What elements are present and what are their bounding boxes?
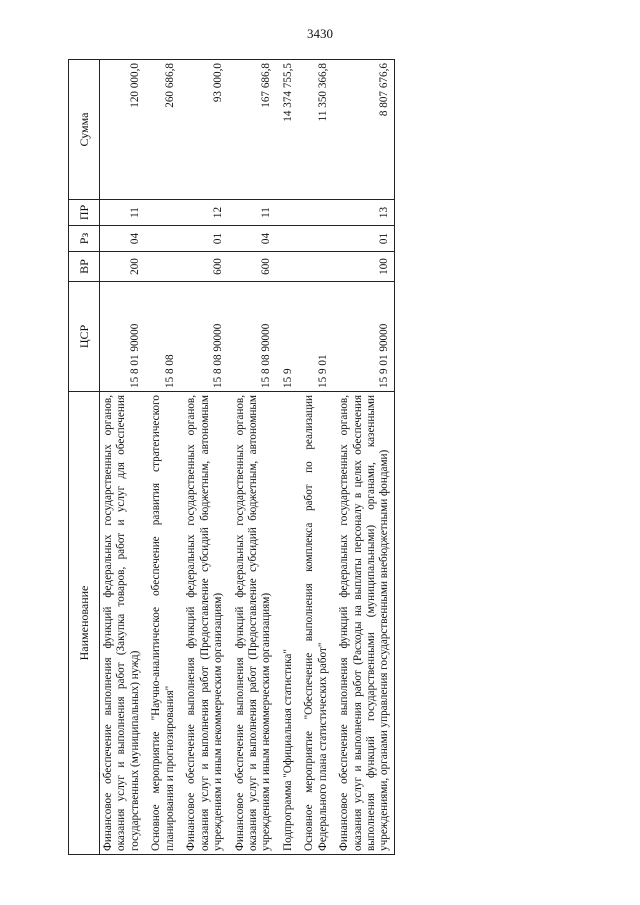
- row-csr: 15 8 08: [144, 282, 179, 392]
- row-csr: 15 9: [276, 282, 297, 392]
- row-pr: [276, 200, 297, 226]
- row-vr: 600: [228, 252, 276, 282]
- row-sum: 11 350 366,8: [297, 60, 332, 200]
- row-rz: 01: [179, 226, 227, 252]
- row-pr: [297, 200, 332, 226]
- row-rz: [297, 226, 332, 252]
- row-sum: 260 686,8: [144, 60, 179, 200]
- table-row: [100, 60, 145, 855]
- row-csr: 15 9 01: [297, 282, 332, 392]
- row-rz: [276, 226, 297, 252]
- row-name: Финансовое обеспечение выполнения функций федеральных государственных органов, оказания услуг и выполнения работ (Предоставление субсидий бюджетным, автономным учреждениям и иным некоммерческим организациям): [179, 392, 227, 855]
- row-pr: 11: [228, 200, 276, 226]
- table-row: [297, 60, 332, 855]
- row-name: Финансовое обеспечение выполнения функций федеральных государственных органов, оказания услуг и выполнения работ (Закупка товаров, работ и услуг для обеспечения государственных (муниципальных) нужд): [100, 392, 145, 855]
- table-row: [332, 60, 394, 855]
- row-sum: 93 000,0: [179, 60, 227, 200]
- row-sum: 8 807 676,6: [332, 60, 394, 200]
- row-rz: 01: [332, 226, 394, 252]
- row-rz: 04: [228, 226, 276, 252]
- row-name: Подпрограмма "Официальная статистика": [276, 392, 297, 855]
- table-header-row: [69, 60, 100, 855]
- row-sum: 14 374 755,5: [276, 60, 297, 200]
- header-sum: Сумма: [69, 60, 100, 200]
- row-csr: 15 8 08 90000: [179, 282, 227, 392]
- row-rz: [144, 226, 179, 252]
- table-row: [228, 60, 276, 855]
- row-csr: 15 8 01 90000: [100, 282, 145, 392]
- row-pr: 11: [100, 200, 145, 226]
- row-vr: [276, 252, 297, 282]
- rotated-table-container: [68, 60, 593, 855]
- row-name: Финансовое обеспечение выполнения функций федеральных государственных органов, оказания услуг и выполнения работ (Предоставление субсидий бюджетным, автономным учреждениям и иным некоммерческим организациям): [228, 392, 276, 855]
- row-rz: 04: [100, 226, 145, 252]
- row-vr: 200: [100, 252, 145, 282]
- row-sum: 120 000,0: [100, 60, 145, 200]
- page-number: 3430: [307, 26, 333, 41]
- row-vr: 600: [179, 252, 227, 282]
- header-name: Наименование: [69, 392, 100, 855]
- row-pr: 13: [332, 200, 394, 226]
- row-vr: [144, 252, 179, 282]
- table-row: [276, 60, 297, 855]
- row-pr: [144, 200, 179, 226]
- header-vr: ВР: [69, 252, 100, 282]
- row-name: Финансовое обеспечение выполнения функций федеральных государственных органов, оказания услуг и выполнения работ (Расходы на выплаты персоналу в целях обеспечения выполнения функций государственными (муниципальными) органами, казенными учреждениями, органами управления государственными внебюджетными фондами): [332, 392, 394, 855]
- row-vr: 100: [332, 252, 394, 282]
- budget-table: [68, 59, 395, 855]
- row-vr: [297, 252, 332, 282]
- row-name: Основное мероприятие "Научно-аналитическое обеспечение развития стратегического планирования и прогнозирования": [144, 392, 179, 855]
- header-pr: ПР: [69, 200, 100, 226]
- row-csr: 15 8 08 90000: [228, 282, 276, 392]
- header-rz: Рз: [69, 226, 100, 252]
- table-row: [144, 60, 179, 855]
- table-row: [179, 60, 227, 855]
- row-sum: 167 686,8: [228, 60, 276, 200]
- row-name: Основное мероприятие "Обеспечение выполнения комплекса работ по реализации Федерального плана статистических работ": [297, 392, 332, 855]
- header-csr: ЦСР: [69, 282, 100, 392]
- row-pr: 12: [179, 200, 227, 226]
- row-csr: 15 9 01 90000: [332, 282, 394, 392]
